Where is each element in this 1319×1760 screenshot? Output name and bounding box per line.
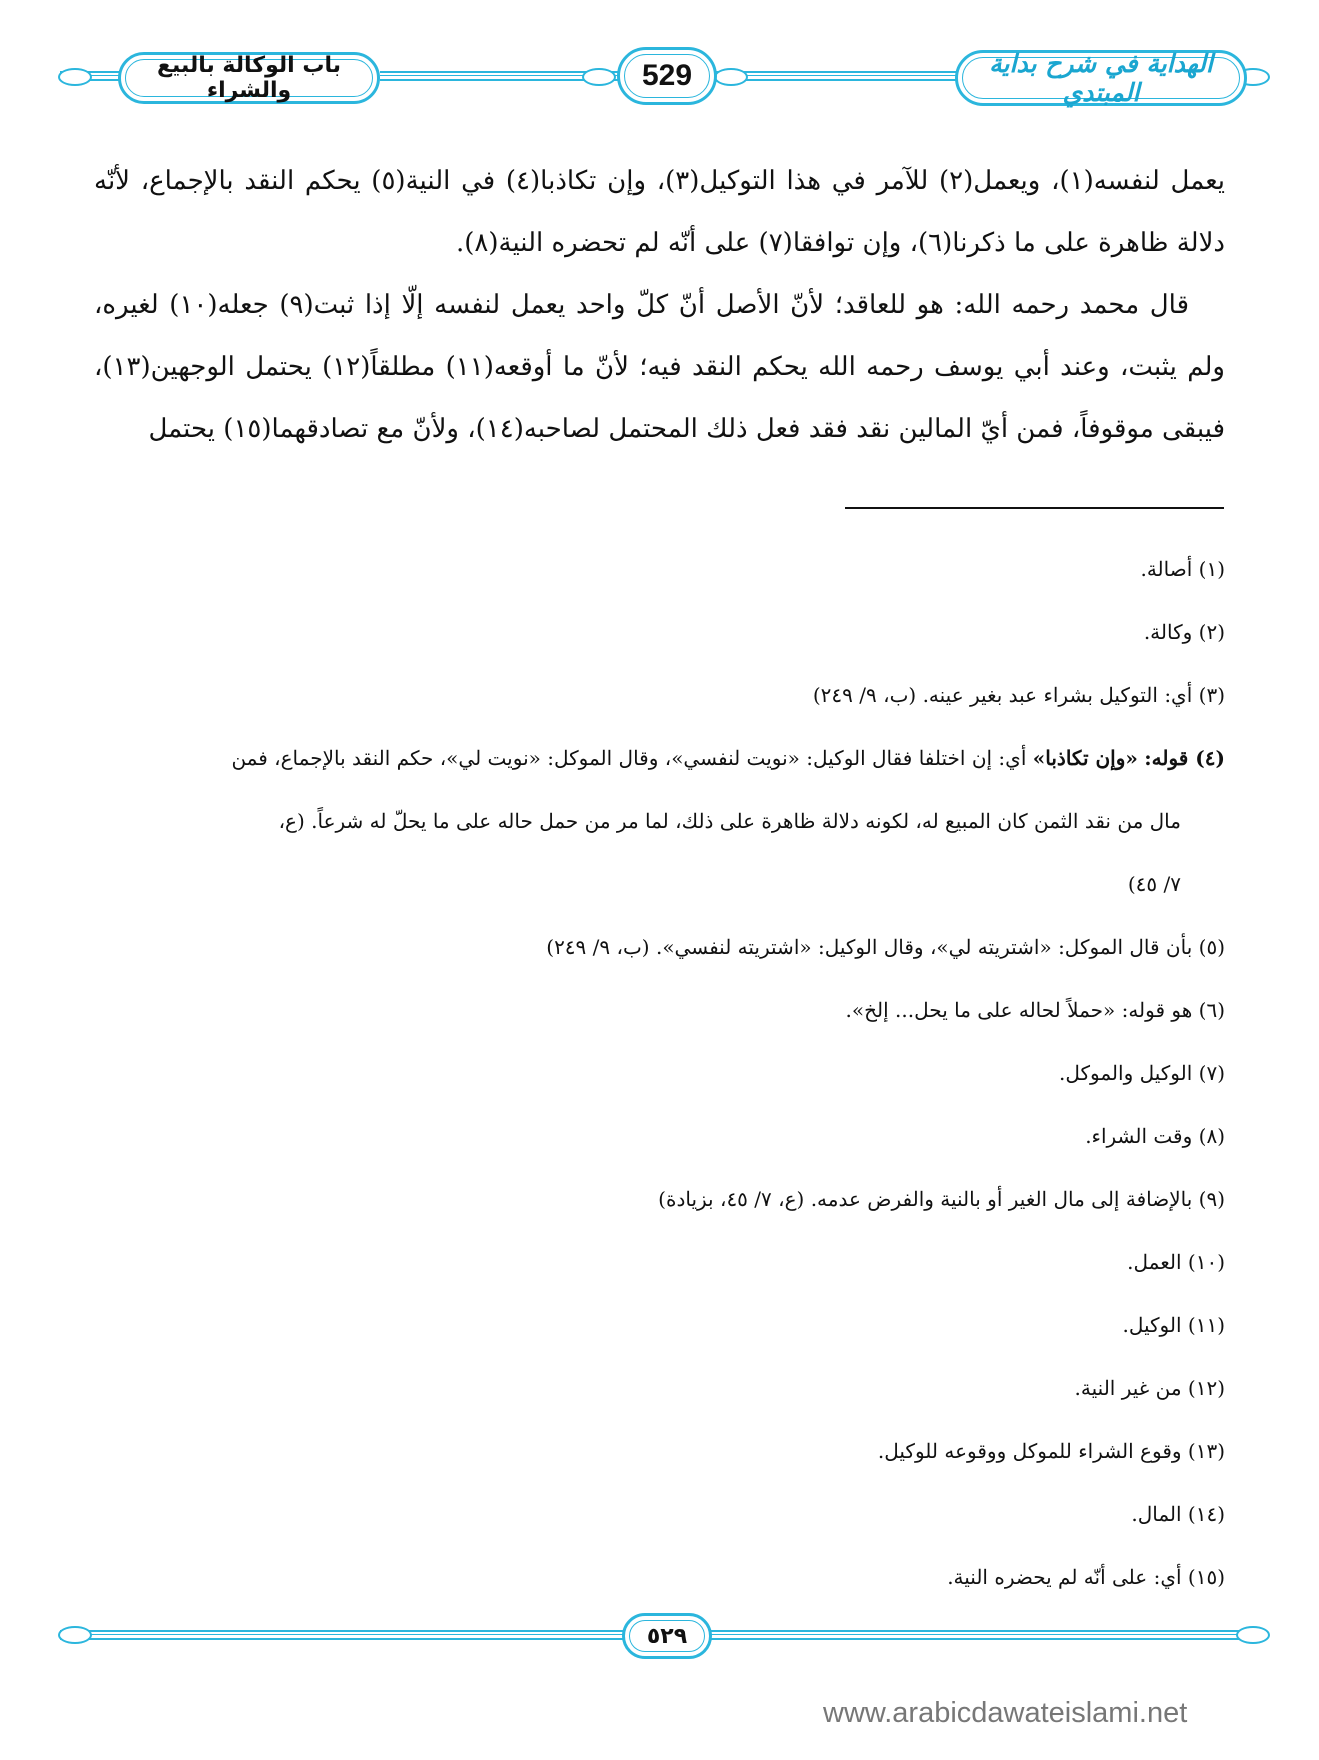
footnote: (١٥) أي: على أنّه لم يحضره النية. <box>947 1565 1225 1589</box>
main-paragraph: قال محمد رحمه الله: هو للعاقد؛ لأنّ الأصل أنّ كلّ واحد يعمل لنفسه إلّا إذا ثبت(٩) جعله(١٠) لغيره، ولم يثبت، وعند أبي يوسف رحمه الله يحكم النقد فيه؛ لأنّ ما أوقعه(١١) مطلقاً(١٢) يحتمل الوجهين(١٣)، فيبقى موقوفاً، فمن أيّ المالين نقد فقد فعل ذلك المحتمل لصاحبه(١٤)، ولأنّ مع تصادقهما(١٥) يحتمل <box>94 290 1225 444</box>
chapter-title-box <box>118 52 380 104</box>
footnote-quote: «وإن تكاذبا» <box>1032 746 1138 770</box>
footer-page-number-box <box>622 1613 712 1659</box>
ornament-curl-icon <box>714 68 748 86</box>
ornament-curl-icon <box>58 68 92 86</box>
footnote: (٨) وقت الشراء. <box>1085 1124 1225 1148</box>
footnote: (٦) هو قوله: «حملاً لحاله على ما يحل... إلخ». <box>845 998 1225 1022</box>
website-watermark: www.arabicdawateislami.net <box>823 1697 1188 1729</box>
footnote-text: مال من نقد الثمن كان المبيع له، لكونه دلالة ظاهرة على ذلك، لما مر من حمل حاله على ما يحلّ له شرعاً. (ع، <box>278 809 1181 833</box>
main-text <box>94 150 1225 460</box>
footnote: (٧) الوكيل والموكل. <box>1059 1061 1225 1085</box>
ornament-curl-icon <box>58 1626 92 1644</box>
footer-page-number: ٥٢٩ <box>646 1623 688 1649</box>
header-rule-mid-right <box>716 71 960 81</box>
page-number-box <box>617 47 717 105</box>
footnote: (١٢) من غير النية. <box>1074 1376 1225 1400</box>
footnote-number: (٤) قوله: <box>1144 746 1225 770</box>
main-paragraph: يعمل لنفسه(١)، ويعمل(٢) للآمر في هذا التوكيل(٣)، وإن تكاذبا(٤) في النية(٥) يحكم النقد بالإجماع، لأنّه دلالة ظاهرة على ما ذكرنا(٦)، وإن توافقا(٧) على أنّه لم تحضره النية(٨). <box>94 166 1226 258</box>
footnote: (١) أصالة. <box>1140 557 1225 581</box>
footer-rule-left <box>60 1630 630 1640</box>
footnote: (١٣) وقوع الشراء للموكل ووقوعه للوكيل. <box>877 1439 1225 1463</box>
footnote-long <box>94 727 1225 916</box>
footnotes <box>94 538 1225 1609</box>
book-title: الهداية في شرح بداية المبتدي <box>989 49 1213 107</box>
footnote: (٢) وكالة. <box>1143 620 1225 644</box>
ornament-curl-icon <box>1236 1626 1270 1644</box>
footnote: (١٠) العمل. <box>1127 1250 1225 1274</box>
footnote: (٩) بالإضافة إلى مال الغير أو بالنية والفرض عدمه. (ع، ٧/ ٤٥، بزيادة) <box>658 1187 1225 1211</box>
footnote: (٥) بأن قال الموكل: «اشتريته لي»، وقال الوكيل: «اشتريته لنفسي». (ب، ٩/ ٢٤٩) <box>546 935 1225 959</box>
footnote-separator <box>845 507 1224 509</box>
chapter-title: باب الوكالة بالبيع والشراء <box>157 53 341 103</box>
page-number: 529 <box>641 59 693 92</box>
footnote-text: ٧/ ٤٥) <box>1127 872 1181 896</box>
footnote: (١٤) المال. <box>1131 1502 1225 1526</box>
footer-rule-right <box>705 1630 1265 1640</box>
footnote-text: أي: إن اختلفا فقال الوكيل: «نويت لنفسي»، وقال الموكل: «نويت لي»، حكم النقد بالإجماع، فمن <box>231 746 1027 770</box>
footnote: (٣) أي: التوكيل بشراء عبد بغير عينه. (ب، ٩/ ٢٤٩) <box>812 683 1225 707</box>
footnote: (١١) الوكيل. <box>1122 1313 1225 1337</box>
book-title-box <box>955 50 1247 106</box>
ornament-curl-icon <box>582 68 616 86</box>
